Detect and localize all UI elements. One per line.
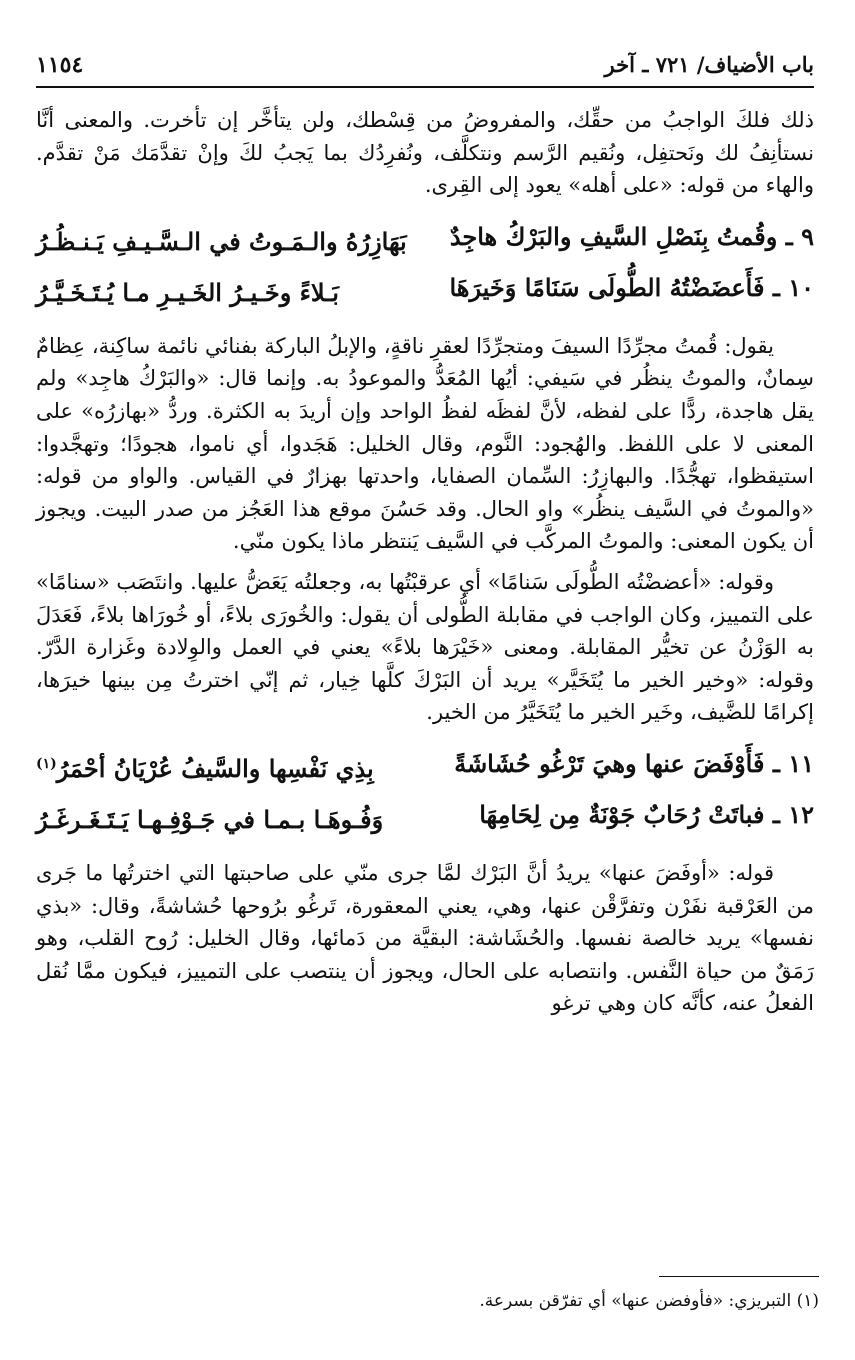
verse-second-text: بِذِي نَفْسِها والسَّيفُ عُرْيَانُ أحْمَرُ (56, 753, 374, 783)
page-number: ١١٥٤ (36, 52, 84, 78)
body-paragraph: وقوله: «أعضضْتُه الطُّولَى سَنامًا» أي عرقبْتُها به، وجعلتُه يَعَضُّ عليها. وانتَصَب «سنامًا» على التمييز، وكان الواجب في مقابلة الطُّولى أن يقول: والخُورَى بلاءً، أو خُورَاها بلاءً، فَعَدَلَ به الوَزْنُ عن تخيُّر المقابلة. ومعنى «خَيْرَها بلاءً» يعني في العمل والوِلادة وغَزارة الدَّرّ. وقوله: «وخير الخير ما يُتَخَيَّر» يريد أن البَرْكَ كلَّها خِيار، ثم إنّي اخترتُ مِن بينها خيرَها، إكرامًا للضَّيف، وخَير الخير ما يُتَخَيَّرُ من الخير. (36, 569, 814, 725)
verse-first-hemistich: ١٢ ـ فباتَتْ رُحَابٌ جَوْنَةٌ مِن لِحَامِهَا (479, 799, 814, 829)
footnote-ref: (١) (36, 755, 57, 772)
footnote: (١) التبريزي: «فأوفضن عنها» أي تفرّقن بسرعة. (479, 1291, 819, 1311)
verse-line (36, 741, 814, 792)
body-paragraph: قوله: «أوفَضَ عنها» يريدُ أنَّ البَرْك لمَّا جرى منّي على صاحبتها التي اخترتُها ما جَرى من العَرْقبة نفَرْن وتفرَّقْن عنها، وهي، يعني المعقورة، تَرغُو برُوحها حُشاشةً، وقال: «بذي نفسها» يريد خالصة نفسها. والحُشَاشة: البقيَّة من دَمائها، وقال الخليل: رُوح القلب، وهو رَمَقٌ من حياة النَّفس. وانتصابه على الحال، ويجوز أن ينتصب على التمييز، فيكون ممَّا نُقل الفعلُ عنه، كأنَّه كان وهي ترغو (36, 860, 814, 1016)
verse-line (36, 214, 814, 265)
body-paragraph: ذلك فلكَ الواجبُ من حقِّك، والمفروضُ من قِسْطك، ولن يتأخَّر إن تأخرت. والمعنى أنَّا نستأنِفُ لك ونَحتفِل، ونُقيم الرَّسم ونتكلَّف، ونُفرِدُك بما يَجبُ لكَ وإنْ تقدَّمَك مَنْ تقدَّم. والهاء من قوله: «على أهله» يعود إلى القِرى. (36, 108, 814, 198)
verse-block (36, 741, 814, 843)
verse-block (36, 214, 814, 316)
section-title: باب الأضياف/ ٧٢١ ـ آخر (604, 52, 814, 77)
verse-second-hemistich (36, 792, 383, 843)
verse-second-text: وَفُـوهَـا بـمـا في جَـوْفِـهـا يَـتَـغَـرغَـرُ (36, 804, 384, 834)
verse-second-hemistich (36, 741, 374, 792)
verse-first-hemistich: ١٠ ـ فَأَعضَضْتُهُ الطُّولَى سَنَامًا وَخَيرَهَا (449, 272, 814, 302)
verse-first-hemistich: ١١ ـ فَأَوْفَضَ عنها وهيَ تَرْغُو حُشَاشَةً (454, 748, 814, 778)
verse-line (36, 265, 814, 316)
verse-second-text: بَـلاءً وخَـيـرُ الخَـيـرِ مـا يُـتَـخَـيَّـرُ (36, 277, 339, 307)
page-body (36, 104, 814, 1028)
page-header (36, 50, 814, 88)
verse-second-hemistich (36, 265, 339, 316)
verse-second-hemistich (36, 214, 407, 265)
verse-second-text: بَهَازِرُهُ والـمَـوتُ في الـسَّـيـفِ يَـنـظُـرُ (36, 226, 407, 256)
verse-line (36, 792, 814, 843)
footnote-divider (659, 1276, 819, 1277)
body-paragraph: يقول: قُمتُ مجرِّدًا السيفَ ومتجرِّدًا لعقرِ ناقةٍ، والإبلُ الباركة بفنائي نائمة ساكِنة، عِظامٌ سِمانٌ، والموتُ ينظُر في سَيفي: أيُها المُعَدُّ والموعودُ به. وإنما قال: «والبَرْكُ هاجِد» ولم يقل هاجدة، ردًّا على لفظه، لأنَّ لفظَه لفظُ الواحد وإن أريدَ به الكثرة. وردُّ «بهازرُه» على المعنى لا على اللفظ. والهُجود: النَّوم، وقال الخليل: هَجَدوا، أي ناموا، هجودًا؛ وتهجَّدوا: استيقظوا، تهجُّدًا. والبهازِرُ: السِّمان الصفايا، واحدتها بهزارٌ في القياس. والواو من قوله: «والموتُ في السَّيف ينظُر» واو الحال. وقد حَسُنَ موقع هذا العَجُز من صدر البيت. ويجوز أن يكون المعنى: والموتُ المركَّب في السَّيف يَنتظر ماذا يكون منّي. (36, 333, 814, 554)
verse-first-hemistich: ٩ ـ وقُمتُ بِنَصْلِ السَّيفِ والبَرْكُ هاجِدٌ (449, 221, 814, 251)
